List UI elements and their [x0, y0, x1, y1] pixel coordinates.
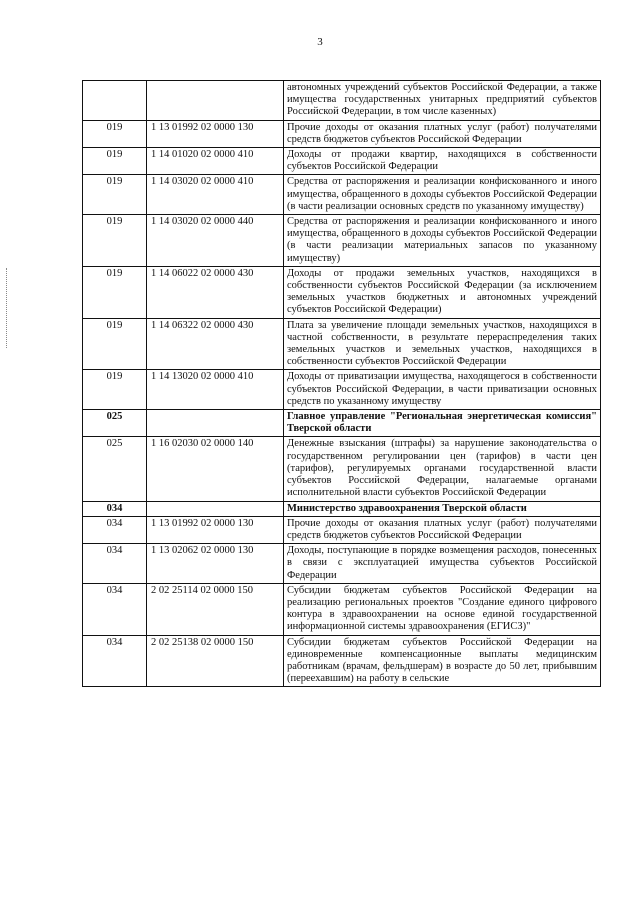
revenue-code-cell — [147, 410, 284, 437]
margin-scan-marks — [6, 268, 13, 348]
administrator-code-cell — [83, 81, 147, 121]
revenue-code-cell: 1 13 02062 02 0000 130 — [147, 544, 284, 584]
revenue-code-cell: 1 14 03020 02 0000 440 — [147, 215, 284, 267]
revenue-name-cell: Министерство здравоохранения Тверской области — [284, 501, 601, 516]
administrator-code-cell: 019 — [83, 370, 147, 410]
table-row — [83, 437, 601, 501]
revenue-name-cell: Доходы от приватизации имущества, находящегося в собственности субъектов Российской Федерации, в части приватизации основных средств по указанному имуществу — [284, 370, 601, 410]
revenue-name-cell: Доходы от продажи квартир, находящихся в собственности субъектов Российской Федерации — [284, 148, 601, 175]
revenue-name-cell: Прочие доходы от оказания платных услуг (работ) получателями средств бюджетов субъектов Российской Федерации — [284, 120, 601, 147]
administrator-code-cell: 019 — [83, 175, 147, 215]
revenue-name-cell: Субсидии бюджетам субъектов Российской Федерации на единовременные компенсационные выплаты медицинским работникам (врачам, фельдшерам) в возрасте до 50 лет, прибывшим (переехавшим) на работу в сельские — [284, 635, 601, 687]
administrator-code-cell: 019 — [83, 215, 147, 267]
table-row — [83, 370, 601, 410]
revenue-name-cell: Средства от распоряжения и реализации конфискованного и иного имущества, обращенного в доходы субъектов Российской Федерации (в части реализации основных средств по указанному имуществу) — [284, 175, 601, 215]
administrator-code-cell: 034 — [83, 635, 147, 687]
revenue-name-cell: Денежные взыскания (штрафы) за нарушение законодательства о государственном регулировании цен (тарифов) в части цен (тарифов), регулируемых органами государственной власти субъектов Российской Федерации, налагаемые органами исполнительной власти субъектов Российской Федерации — [284, 437, 601, 501]
revenue-code-cell: 1 13 01992 02 0000 130 — [147, 516, 284, 543]
table-row — [83, 516, 601, 543]
administrator-code-cell: 019 — [83, 120, 147, 147]
administrator-code-cell: 019 — [83, 318, 147, 370]
administrator-code-cell: 034 — [83, 583, 147, 635]
administrator-code-cell: 019 — [83, 148, 147, 175]
revenue-codes-table — [82, 80, 601, 687]
revenue-code-cell: 2 02 25138 02 0000 150 — [147, 635, 284, 687]
revenue-code-cell — [147, 81, 284, 121]
table-row — [83, 544, 601, 584]
revenue-name-cell: Доходы, поступающие в порядке возмещения расходов, понесенных в связи с эксплуатацией имущества субъектов Российской Федерации — [284, 544, 601, 584]
table-row — [83, 148, 601, 175]
page-number: 3 — [317, 36, 323, 48]
administrator-code-cell: 034 — [83, 516, 147, 543]
administrator-code-cell: 019 — [83, 266, 147, 318]
revenue-name-cell: Плата за увеличение площади земельных участков, находящихся в частной собственности, в результате перераспределения таких земельных участков и земельных участков, находящихся в собственности субъектов Российской Федерации — [284, 318, 601, 370]
revenue-code-cell — [147, 501, 284, 516]
table-row — [83, 175, 601, 215]
revenue-code-cell: 1 13 01992 02 0000 130 — [147, 120, 284, 147]
revenue-name-cell: Доходы от продажи земельных участков, находящихся в собственности субъектов Российской Федерации (за исключением земельных участков бюджетных и автономных учреждений субъектов Российской Федерации) — [284, 266, 601, 318]
table-row-administrator-header — [83, 410, 601, 437]
revenue-name-cell: Субсидии бюджетам субъектов Российской Федерации на реализацию региональных проектов "Создание единого цифрового контура в здравоохранении на основе единой государственной информационной системы здравоохранения (ЕГИСЗ)" — [284, 583, 601, 635]
revenue-code-cell: 1 14 06322 02 0000 430 — [147, 318, 284, 370]
revenue-name-cell: автономных учреждений субъектов Российской Федерации, а также имущества государственных унитарных предприятий субъектов Российской Федерации, в том числе казенных) — [284, 81, 601, 121]
table-row — [83, 318, 601, 370]
table-row — [83, 120, 601, 147]
administrator-code-cell: 034 — [83, 544, 147, 584]
administrator-code-cell: 025 — [83, 410, 147, 437]
revenue-name-cell: Прочие доходы от оказания платных услуг (работ) получателями средств бюджетов субъектов Российской Федерации — [284, 516, 601, 543]
revenue-code-cell: 1 14 13020 02 0000 410 — [147, 370, 284, 410]
revenue-code-cell: 2 02 25114 02 0000 150 — [147, 583, 284, 635]
table-row-administrator-header — [83, 501, 601, 516]
revenue-code-cell: 1 14 06022 02 0000 430 — [147, 266, 284, 318]
revenue-code-cell: 1 16 02030 02 0000 140 — [147, 437, 284, 501]
table-row — [83, 266, 601, 318]
table-row — [83, 81, 601, 121]
revenue-name-cell: Главное управление "Региональная энергетическая комиссия" Тверской области — [284, 410, 601, 437]
revenue-code-cell: 1 14 03020 02 0000 410 — [147, 175, 284, 215]
table-row — [83, 583, 601, 635]
revenue-code-cell: 1 14 01020 02 0000 410 — [147, 148, 284, 175]
administrator-code-cell: 034 — [83, 501, 147, 516]
revenue-name-cell: Средства от распоряжения и реализации конфискованного и иного имущества, обращенного в доходы субъектов Российской Федерации (в части реализации материальных запасов по указанному имуществу) — [284, 215, 601, 267]
table-row — [83, 215, 601, 267]
table-row — [83, 635, 601, 687]
administrator-code-cell: 025 — [83, 437, 147, 501]
